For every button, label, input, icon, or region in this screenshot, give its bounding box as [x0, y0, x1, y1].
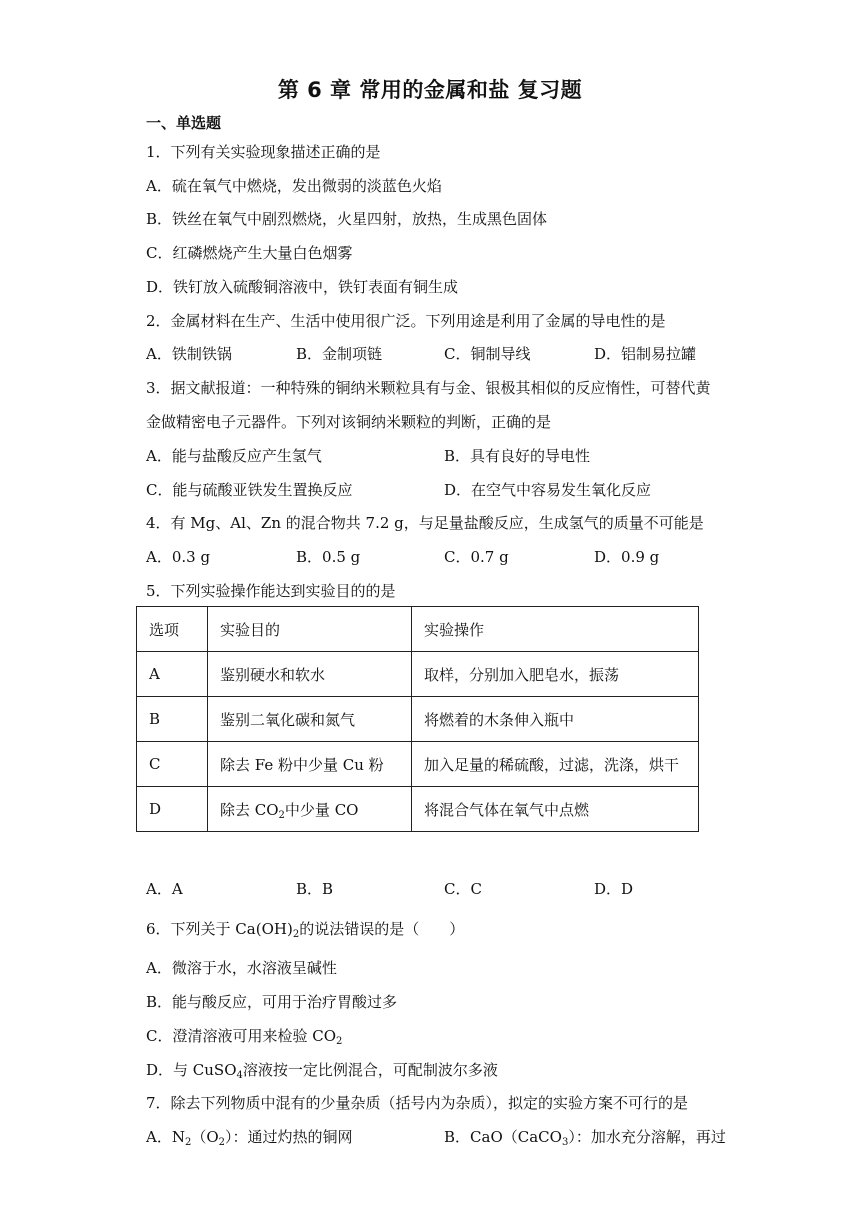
q3-option-d[interactable]: D．在空气中容易发生氧化反应 — [444, 481, 652, 499]
subscript: 2 — [336, 1036, 343, 1047]
q1-option-c[interactable]: C．红磷燃烧产生大量白色烟雾 — [146, 244, 353, 262]
q3-stem-line1: 3．据文献报道：一种特殊的铜纳米颗粒具有与金、银极其相似的反应惰性，可替代黄 — [146, 379, 711, 397]
q3-stem-line2: 金做精密电子元器件。下列对该铜纳米颗粒的判断，正确的是 — [146, 413, 552, 431]
q6-option-b[interactable]: B．能与酸反应，可用于治疗胃酸过多 — [146, 993, 398, 1011]
table-cell: A — [137, 652, 208, 697]
table-cell: 取样，分别加入肥皂水，振荡 — [412, 652, 699, 697]
table-cell: B — [137, 697, 208, 742]
q6-option-c[interactable] — [146, 1025, 342, 1046]
q7-option-b[interactable] — [444, 1126, 726, 1147]
q2-stem: 2．金属材料在生产、生活中使用很广泛。下列用途是利用了金属的导电性的是 — [146, 312, 666, 330]
table-cell: 鉴别硬水和软水 — [208, 652, 412, 697]
table-cell: 除去 Fe 粉中少量 Cu 粉 — [208, 742, 412, 787]
table-cell: 鉴别二氧化碳和氮气 — [208, 697, 412, 742]
option-text: ）：通过灼热的铜网 — [225, 1128, 353, 1146]
q2-option-c[interactable]: C．铜制导线 — [444, 345, 531, 363]
option-text: A．N — [146, 1128, 185, 1146]
q7-stem: 7．除去下列物质中混有的少量杂质（括号内为杂质），拟定的实验方案不可行的是 — [146, 1094, 689, 1112]
q1-stem: 1．下列有关实验现象描述正确的是 — [146, 143, 381, 161]
table-cell: D — [137, 787, 208, 832]
option-text: B．CaO（CaCO — [444, 1128, 562, 1146]
table-cell: C — [137, 742, 208, 787]
q4-option-d[interactable]: D．0.9 g — [594, 548, 660, 566]
table-row — [137, 742, 699, 787]
option-text: D．与 CuSO — [146, 1061, 237, 1079]
q5-option-a[interactable]: A．A — [146, 880, 183, 898]
section-heading: 一、单选题 — [146, 114, 222, 132]
table-cell-formula — [208, 787, 412, 832]
table-row — [137, 697, 699, 742]
table-cell: 将混合气体在氧气中点燃 — [412, 787, 699, 832]
table-cell: 加入足量的稀硫酸，过滤，洗涤，烘干 — [412, 742, 699, 787]
q2-option-a[interactable]: A．铁制铁锅 — [146, 345, 232, 363]
q6-option-d[interactable] — [146, 1059, 498, 1080]
q4-option-c[interactable]: C．0.7 g — [444, 548, 509, 566]
q3-option-c[interactable]: C．能与硫酸亚铁发生置换反应 — [146, 481, 353, 499]
q3-option-a[interactable]: A．能与盐酸反应产生氢气 — [146, 447, 322, 465]
q4-option-a[interactable]: A．0.3 g — [146, 548, 211, 566]
q2-option-b[interactable]: B．金制项链 — [296, 345, 383, 363]
q6-stem — [146, 918, 464, 939]
q2-option-d[interactable]: D．铝制易拉罐 — [594, 345, 697, 363]
q1-option-d[interactable]: D．铁钉放入硫酸铜溶液中，铁钉表面有铜生成 — [146, 278, 459, 296]
option-text: （O — [191, 1128, 219, 1146]
q1-option-a[interactable]: A．硫在氧气中燃烧，发出微弱的淡蓝色火焰 — [146, 177, 442, 195]
table-header-cell: 实验目的 — [208, 607, 412, 652]
q7-option-a[interactable] — [146, 1126, 353, 1147]
subscript: 4 — [236, 1070, 243, 1081]
q3-option-b[interactable]: B．具有良好的导电性 — [444, 447, 591, 465]
stem-text: 6．下列关于 Ca(OH) — [146, 920, 293, 938]
q4-stem: 4．有 Mg、Al、Zn 的混合物共 7.2 g，与足量盐酸反应，生成氢气的质量不可能是 — [146, 514, 704, 532]
q5-option-d[interactable]: D．D — [594, 880, 634, 898]
subscript: 2 — [184, 1137, 192, 1148]
subscript: 2 — [292, 929, 300, 940]
q5-option-c[interactable]: C．C — [444, 880, 482, 898]
table-cell: 将燃着的木条伸入瓶中 — [412, 697, 699, 742]
table-header-cell: 实验操作 — [412, 607, 699, 652]
subscript: 2 — [278, 809, 285, 821]
option-text: C．澄清溶液可用来检验 CO — [146, 1027, 337, 1045]
option-text: ）：加水充分溶解，再过 — [568, 1128, 726, 1146]
q5-option-b[interactable]: B．B — [296, 880, 334, 898]
table-row — [137, 787, 699, 832]
q5-table — [136, 606, 699, 832]
stem-text: 的说法错误的是（ ） — [299, 920, 465, 938]
table-row — [137, 652, 699, 697]
formula-text: 中少量 CO — [284, 800, 359, 819]
q5-stem: 5．下列实验操作能达到实验目的的是 — [146, 582, 396, 600]
q6-option-a[interactable]: A．微溶于水，水溶液呈碱性 — [146, 959, 337, 977]
subscript: 2 — [218, 1137, 226, 1148]
q1-option-b[interactable]: B．铁丝在氧气中剧烈燃烧，火星四射，放热，生成黑色固体 — [146, 210, 548, 228]
option-text: 溶液按一定比例混合，可配制波尔多液 — [242, 1061, 498, 1079]
table-header-cell: 选项 — [137, 607, 208, 652]
q4-option-b[interactable]: B．0.5 g — [296, 548, 361, 566]
page-title: 第 6 章 常用的金属和盐 复习题 — [277, 78, 583, 102]
formula-text: 除去 CO — [220, 800, 279, 819]
table-header-row — [137, 607, 699, 652]
subscript: 3 — [561, 1137, 569, 1148]
